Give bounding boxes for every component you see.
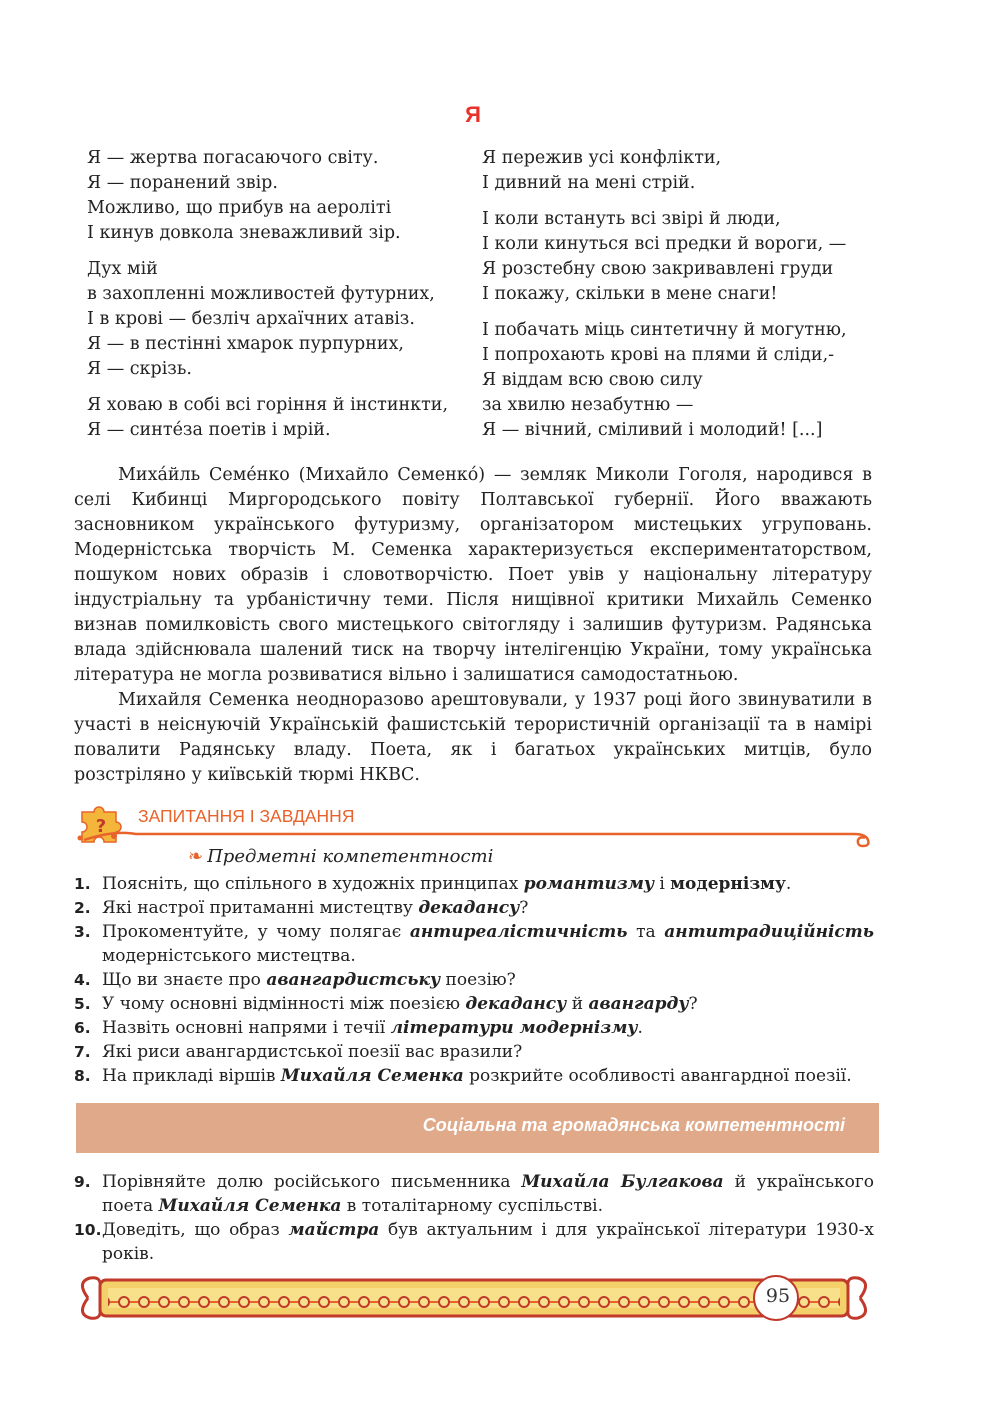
- subhead-text: Предметні компетентності: [207, 846, 494, 867]
- poem-line: Я розстебну свою закривавлені груди: [482, 259, 834, 279]
- question-text: Поясніть, що спільного в художніх принципах романтизму і модернізму.: [102, 874, 792, 894]
- poem-line: Дух мій: [87, 259, 158, 279]
- poem-stanza: [482, 318, 882, 443]
- poem-title: Я: [465, 102, 481, 127]
- band-title: Соціальна та громадянська компетентності: [422, 1115, 845, 1135]
- poem-line: Я — в пестінні хмарок пурпурних,: [87, 334, 404, 354]
- biography-text: [74, 463, 872, 788]
- poem-line: І коли кинуться всі предки й вороги, —: [482, 234, 847, 254]
- question-number: 5.: [74, 995, 91, 1013]
- question-text: Прокоментуйте, у чому полягає антиреалістичність та антитрадиційність модерністського мистецтва.: [102, 922, 874, 966]
- poem-line: І побачать міць синтетичну й могутню,: [482, 320, 847, 340]
- question-text: Назвіть основні напрями і течії літератури модернізму.: [102, 1018, 643, 1038]
- poem-stanza: [482, 207, 882, 307]
- questions-header: [74, 800, 874, 850]
- poem-line: Я віддам всю свою силу: [482, 370, 703, 390]
- question-number: 3.: [74, 923, 91, 941]
- bio-paragraph: Миха́йль Семе́нко (Михайло Семенко́) — земляк Миколи Гоголя, народився в селі Кибинці Миргородського повіту Полтавської губернії. Його вважають засновником українського футуризму, організатором мистецьких угруповань. Модерністська творчість М. Семенка характеризується експериментаторством, пошуком нових образів і словотворчістю. Поет увів у національну літературу індустріальну та урбаністичну теми. Після нищівної критики Михайль Семенко визнав помилковість свого мистецького світогляду і залишив футуризм. Радянська влада здійснювала шалений тиск на творчу інтелігенцію України, тому українська література не могла розвиватися вільно і залишатися самодостатньою.: [74, 465, 872, 685]
- question-number: 6.: [74, 1019, 91, 1037]
- question-number: 10.: [74, 1221, 102, 1239]
- bio-paragraph: Михайля Семенка неодноразово арештовували, у 1937 році його звинуватили в участі в неіснуючій Українській фашистській терористичній організації та в намірі повалити Радянську владу. Поета, як і багатьох українських митців, було розстріляно у київській тюрмі НКВС.: [74, 690, 872, 785]
- poem-line: І кинув довкола зневажливий зір.: [87, 223, 401, 243]
- poem-stanza: [482, 146, 882, 196]
- poem-line: Я — синте́за поетів і мрій.: [87, 420, 331, 440]
- poem-stanza: [87, 146, 467, 246]
- poem-left-column: [87, 146, 467, 454]
- question-item: [74, 1170, 874, 1218]
- poem-line: Я — поранений звір.: [87, 173, 278, 193]
- poem-line: Можливо, що прибув на аероліті: [87, 198, 392, 218]
- poem-line: за хвилю незабутню —: [482, 395, 694, 415]
- poem-line: І дивний на мені стрій.: [482, 173, 696, 193]
- question-text: Які настрої притаманні мистецтву декадансу?: [102, 898, 529, 918]
- question-number: 7.: [74, 1043, 91, 1061]
- question-item: [74, 1218, 874, 1266]
- header-underline: [74, 800, 874, 850]
- question-text: На прикладі віршів Михайля Семенка розкрийте особливості авангардної поезії.: [102, 1066, 852, 1086]
- poem-line: Я пережив усі конфлікти,: [482, 148, 722, 168]
- page-number: 95: [765, 1285, 791, 1307]
- question-number: 4.: [74, 971, 91, 989]
- subject-competencies-subhead: [188, 846, 493, 867]
- question-text: Доведіть, що образ майстра був актуальним і для української літератури 1930-х років.: [102, 1220, 874, 1264]
- poem-line: І покажу, скільки в мене снаги!: [482, 284, 778, 304]
- poem-line: І попрохають крові на плями й сліди,-: [482, 345, 835, 365]
- question-item: [74, 992, 874, 1016]
- question-number: 9.: [74, 1173, 91, 1191]
- question-item: [74, 1016, 874, 1040]
- poem-line: Я — жертва погасаючого світу.: [87, 148, 379, 168]
- question-item: [74, 872, 874, 896]
- poem-line: Я ховаю в собі всі горіння й інстинкти,: [87, 395, 449, 415]
- question-item: [74, 1040, 874, 1064]
- question-text: Порівняйте долю російського письменника Михайла Булгакова й українського поета Михайля Семенка в тоталітарному суспільстві.: [102, 1172, 874, 1216]
- poem-line: І в крові — безліч архаїчних атавіз.: [87, 309, 415, 329]
- question-text: У чому основні відмінності між поезією декадансу й авангарду?: [102, 994, 698, 1014]
- flourish-icon: ❧: [188, 846, 204, 867]
- poem-line: Я — вічний, сміливий і молодий! [...]: [482, 420, 823, 440]
- decorative-border-ornament: [74, 1272, 874, 1324]
- question-number: 8.: [74, 1067, 91, 1085]
- question-text: Що ви знаєте про авангардистську поезію?: [102, 970, 516, 990]
- poem-stanza: [87, 257, 467, 382]
- question-item: [74, 968, 874, 992]
- poem-line: І коли встануть всі звірі й люди,: [482, 209, 781, 229]
- questions-list: [74, 872, 874, 1088]
- questions-title: ЗАПИТАННЯ І ЗАВДАННЯ: [138, 806, 355, 826]
- question-number: 2.: [74, 899, 91, 917]
- poem-line: Я — скрізь.: [87, 359, 192, 379]
- questions-list-social: [74, 1170, 874, 1266]
- poem-line: в захопленні можливостей футурних,: [87, 284, 435, 304]
- question-mark: ?: [95, 816, 107, 837]
- question-item: [74, 1064, 874, 1088]
- question-item: [74, 896, 874, 920]
- poem-stanza: [87, 393, 467, 443]
- question-item: [74, 920, 874, 968]
- question-number: 1.: [74, 875, 91, 893]
- question-text: Які риси авангардистської поезії вас вразили?: [102, 1042, 523, 1062]
- social-competencies-band: [76, 1103, 879, 1153]
- poem-right-column: [482, 146, 882, 454]
